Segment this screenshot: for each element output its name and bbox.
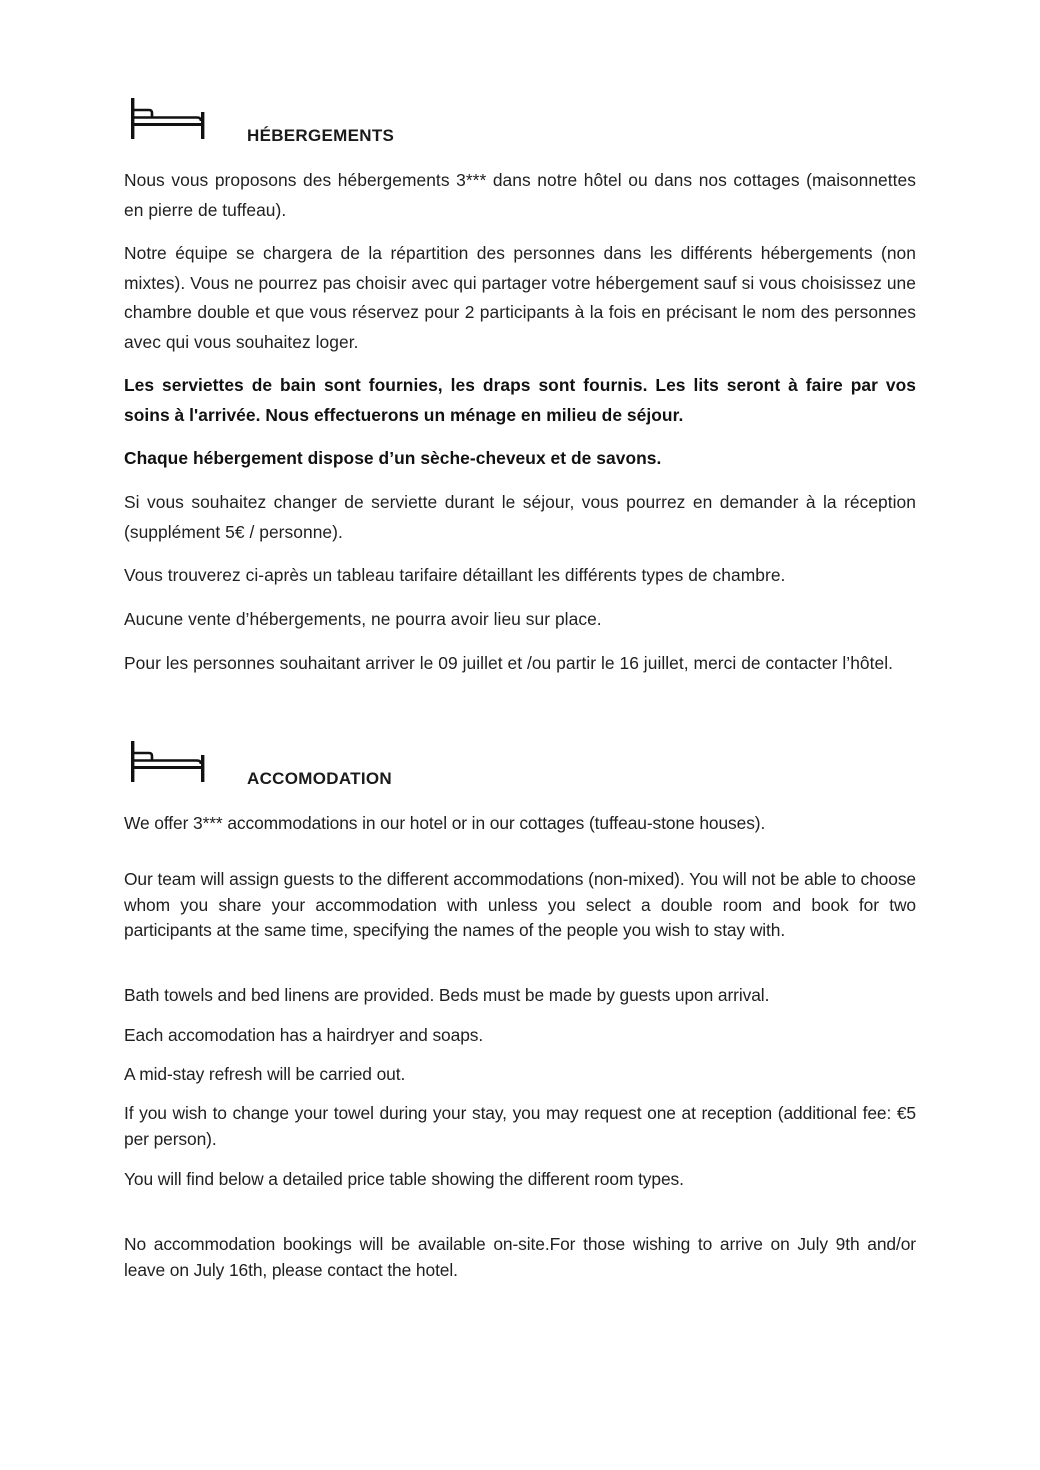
paragraph: Our team will assign guests to the different accommodations (non-mixed). You will not be able to choose whom you share your accommodation with unless you select a double room and book for two participants at the same time, specifying the names of the people you wish to stay with.	[124, 869, 916, 940]
paragraph: Aucune vente d’hébergements, ne pourra avoir lieu sur place.	[124, 609, 602, 629]
section-header-fr	[124, 98, 916, 148]
paragraph: Notre équipe se chargera de la répartition des personnes dans les différents hébergements (non mixtes). Vous ne pourrez pas choisir avec qui partager votre hébergement sauf si vous choisissez une chambre double et que vous réservez pour 2 participants à la fois en précisant le nom des personnes avec qui vous souhaitez loger.	[124, 243, 916, 352]
paragraph: We offer 3*** accommodations in our hotel or in our cottages (tuffeau-stone houses).	[124, 813, 766, 833]
paragraph: If you wish to change your towel during your stay, you may request one at reception (additional fee: €5 per person).	[124, 1103, 916, 1149]
section-header-en	[124, 741, 916, 791]
paragraph: Bath towels and bed linens are provided. Beds must be made by guests upon arrival.	[124, 985, 770, 1005]
paragraph: Vous trouverez ci-après un tableau tarifaire détaillant les différents types de chambre.	[124, 565, 786, 585]
paragraph: Pour les personnes souhaitant arriver le 09 juillet et /ou partir le 16 juillet, merci de contacter l’hôtel.	[124, 653, 894, 673]
paragraph: You will find below a detailed price table showing the different room types.	[124, 1169, 684, 1189]
paragraph: Si vous souhaitez changer de serviette durant le séjour, vous pourrez en demander à la réception (supplément 5€ / personne).	[124, 492, 916, 542]
section-title: HÉBERGEMENTS	[247, 126, 395, 145]
paragraph-bold: Les serviettes de bain sont fournies, les draps sont fournis. Les lits seront à faire par vos soins à l'arrivée. Nous effectuerons un ménage en milieu de séjour.	[124, 375, 916, 425]
bed-icon	[131, 98, 205, 140]
section-title: ACCOMODATION	[247, 769, 392, 788]
paragraph: Nous vous proposons des hébergements 3*** dans notre hôtel ou dans nos cottages (maisonnettes en pierre de tuffeau).	[124, 170, 916, 220]
paragraph: A mid-stay refresh will be carried out.	[124, 1064, 406, 1084]
paragraph-bold: Chaque hébergement dispose d’un sèche-cheveux et de savons.	[124, 448, 662, 468]
paragraph: No accommodation bookings will be available on-site.For those wishing to arrive on July 9th and/or leave on July 16th, please contact the hotel.	[124, 1234, 916, 1280]
paragraph: Each accomodation has a hairdryer and soaps.	[124, 1025, 484, 1045]
bed-icon	[131, 741, 205, 783]
